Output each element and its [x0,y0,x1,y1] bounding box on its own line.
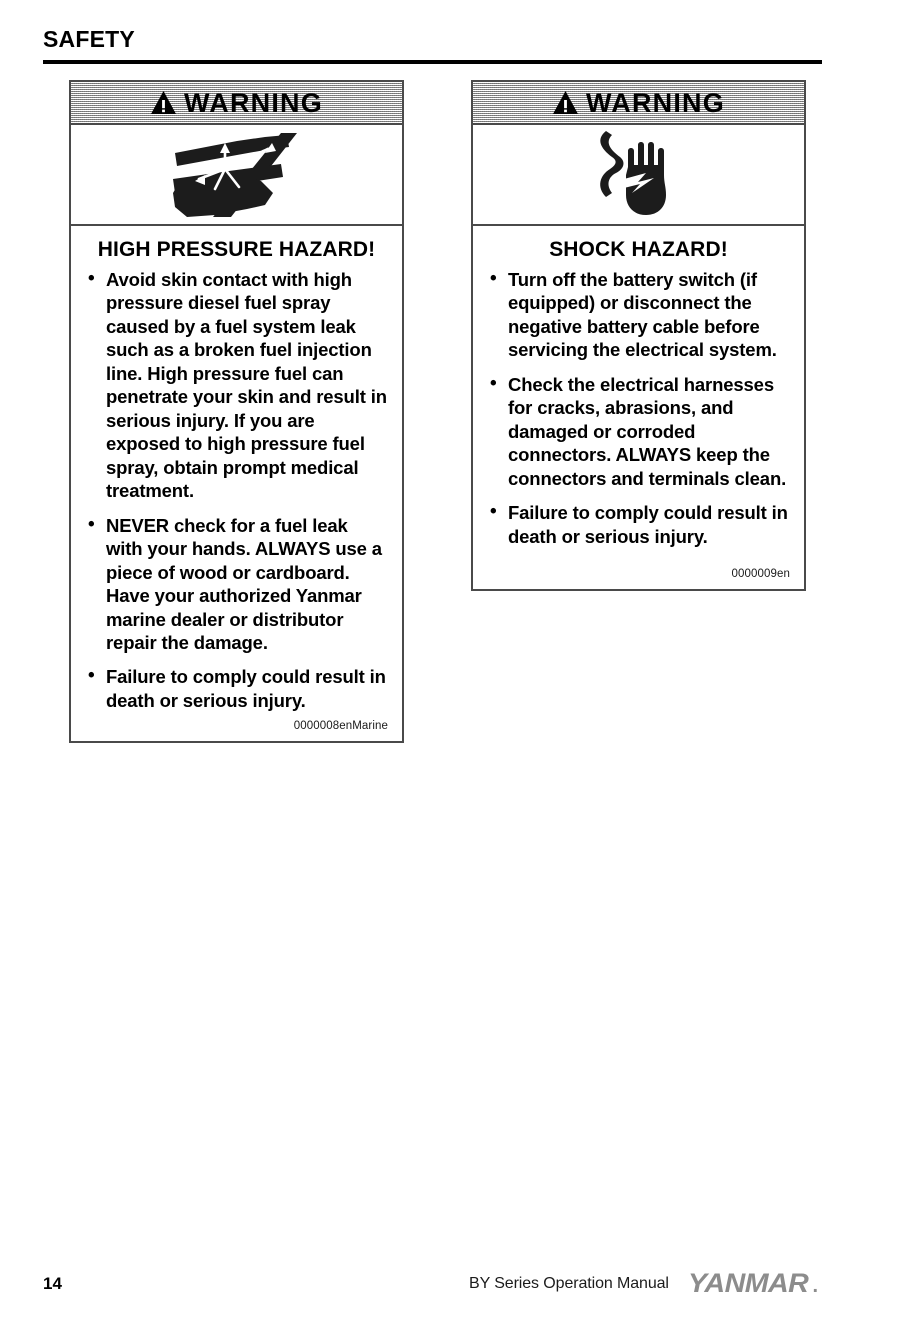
warning-banner-label: WARNING [184,88,323,118]
hazard-bullet-item: • Failure to comply could result in death or serious injury. [487,501,790,548]
electric-shock-hand-icon [596,131,682,219]
header-divider-rule [43,60,822,64]
pictogram-area [473,125,804,226]
high-pressure-fuel-spray-hand-icon [169,131,305,219]
hazard-title: HIGH PRESSURE HAZARD! [97,238,376,261]
footer-manual-title: BY Series Operation Manual [469,1275,669,1292]
warning-banner-label: WARNING [586,88,725,118]
yanmar-logo-wordmark: YANMAR [688,1268,809,1298]
hazard-title: SHOCK HAZARD! [549,238,728,261]
hazard-bullet-item: • Turn off the battery switch (if equipped) or disconnect the negative battery cable before servicing the electrical system. [487,268,790,362]
hazard-bullet-item: • Avoid skin contact with high pressure diesel fuel spray caused by a fuel system leak such as a broken fuel injection line. High pressure fuel can penetrate your skin and result in serious injury. If you are exposed to high pressure fuel spray, obtain prompt medical treatment. [85,268,388,503]
yanmar-logo [688,1268,819,1299]
hazard-bullet-list [487,268,790,548]
warning-banner-content [150,89,323,116]
warning-body [473,226,804,587]
warning-body [71,226,402,739]
warning-banner-content [552,89,725,116]
hazard-bullet-list [85,268,388,713]
warning-box-high-pressure-hazard [69,80,404,743]
warning-triangle-icon [552,90,579,115]
warning-box-shock-hazard [471,80,806,591]
warning-banner [71,82,402,125]
page-title: SAFETY [43,26,135,52]
warning-banner [473,82,804,125]
reference-code: 0000008enMarine [293,720,388,732]
warning-triangle-icon [150,90,177,115]
hazard-bullet-item: • NEVER check for a fuel leak with your hands. ALWAYS use a piece of wood or cardboard. Have your authorized Yanmar marine dealer or distributor repair the damage. [85,514,388,655]
reference-code: 0000009en [731,568,790,580]
footer-page-number: 14 [43,1274,62,1293]
hazard-bullet-item: • Failure to comply could result in death or serious injury. [85,665,388,712]
hazard-bullet-item: • Check the electrical harnesses for cracks, abrasions, and damaged or corroded connectors. ALWAYS keep the connectors and terminals clean. [487,373,790,490]
pictogram-area [71,125,402,226]
yanmar-logo-dot: . [812,1275,819,1297]
